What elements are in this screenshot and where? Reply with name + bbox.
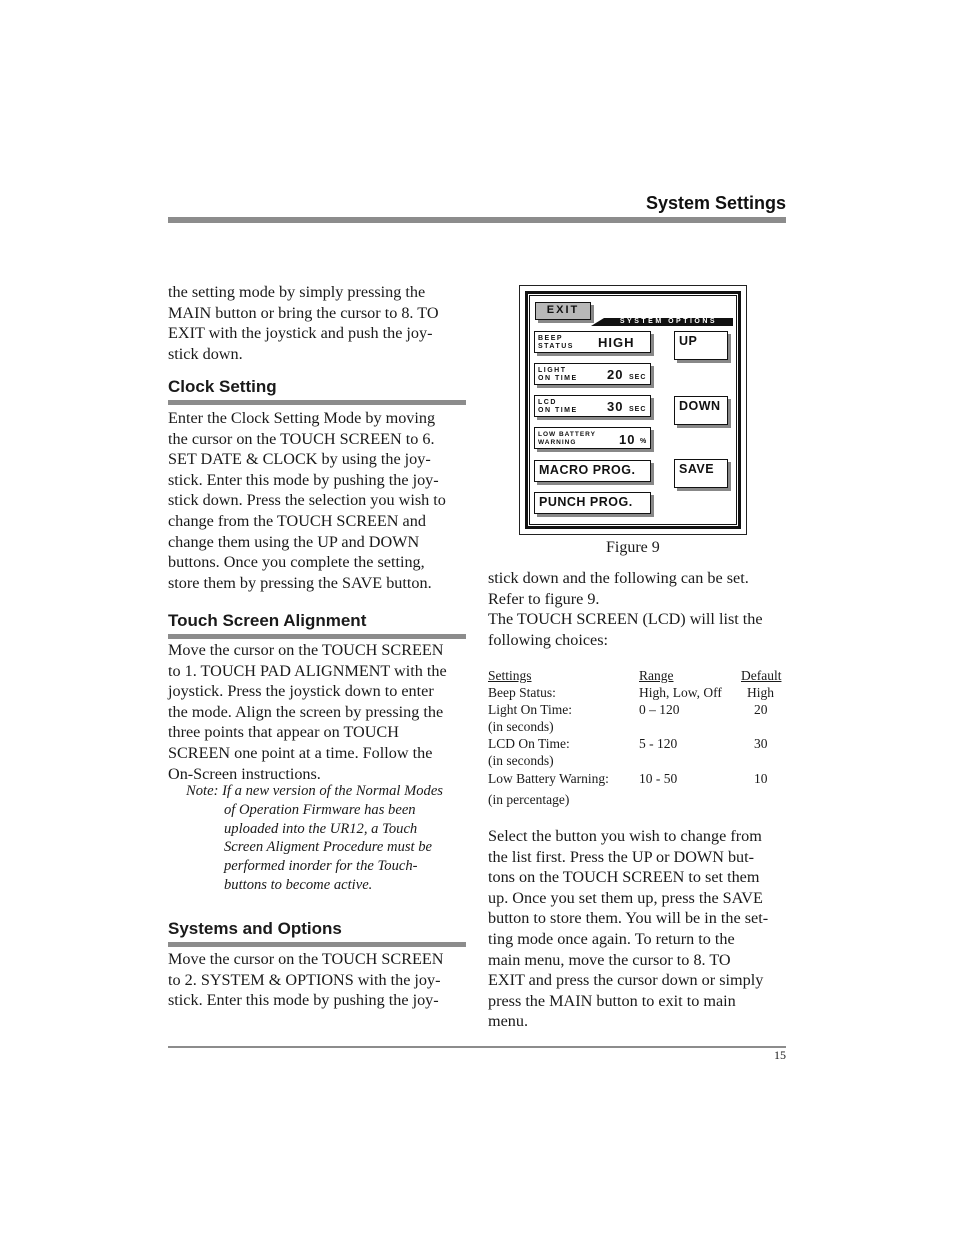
text-line: to 1. TOUCH PAD ALIGNMENT with the bbox=[168, 661, 447, 680]
table-cell-setting: Beep Status: bbox=[488, 685, 556, 700]
down-button[interactable]: DOWN bbox=[674, 396, 728, 425]
lcd-label-1: LCD bbox=[538, 399, 557, 406]
heading-rule bbox=[168, 634, 466, 639]
text-line: SET DATE & CLOCK by using the joy- bbox=[168, 450, 431, 469]
battery-value: 10 bbox=[619, 432, 636, 447]
intro-paragraph bbox=[168, 282, 466, 364]
page-number: 15 bbox=[774, 1048, 786, 1062]
battery-unit: % bbox=[640, 438, 648, 445]
text-line: Select the button you wish to change from bbox=[488, 827, 762, 845]
text-line: On-Screen instructions. bbox=[168, 764, 321, 783]
beep-label-1: BEEP bbox=[538, 335, 564, 342]
text-line: press the MAIN button to exit to main bbox=[488, 991, 736, 1010]
section-title: System Settings bbox=[645, 193, 786, 213]
table-header-range: Range bbox=[639, 668, 674, 683]
beep-value: HIGH bbox=[598, 335, 635, 350]
text-line: the list first. Press the UP or DOWN but- bbox=[488, 847, 755, 866]
table-cell-range: 0 – 120 bbox=[639, 702, 680, 717]
section-heading: Touch Screen Alignment bbox=[168, 611, 367, 630]
text-line: stick down and the following can be set. bbox=[488, 569, 749, 587]
text-line: EXIT and press the cursor down or simply bbox=[488, 971, 764, 990]
light-label-1: LIGHT bbox=[538, 367, 567, 374]
header-rule bbox=[168, 217, 786, 223]
text-line: SCREEN one point at a time. Follow the bbox=[168, 743, 433, 762]
section-heading: Clock Setting bbox=[168, 377, 277, 396]
light-unit: SEC bbox=[629, 374, 647, 381]
text-line: change them using the UP and DOWN bbox=[168, 532, 420, 551]
text-line: stick down. Press the selection you wish to bbox=[168, 491, 446, 510]
text-line: tons on the TOUCH SCREEN to set them bbox=[488, 868, 760, 887]
low-battery-warning-button[interactable] bbox=[534, 427, 651, 449]
note-line: buttons to become active. bbox=[224, 876, 373, 893]
table-cell-setting: (in seconds) bbox=[488, 753, 554, 768]
text-line: main menu, move the cursor to 8. TO bbox=[488, 950, 731, 969]
macro-prog-button[interactable]: MACRO PROG. bbox=[534, 460, 651, 482]
firmware-note bbox=[186, 782, 468, 895]
text-line: up. Once you set them up, press the SAVE bbox=[488, 888, 763, 907]
heading-rule bbox=[168, 942, 466, 947]
lcd-on-time-button[interactable] bbox=[534, 395, 651, 417]
figure-caption: Figure 9 bbox=[606, 539, 660, 556]
text-line: to 2. SYSTEM & OPTIONS with the joy- bbox=[168, 970, 441, 989]
text-line: store them by pressing the SAVE button. bbox=[168, 573, 432, 592]
text-line: The TOUCH SCREEN (LCD) will list the bbox=[488, 610, 763, 629]
text-line: EXIT with the joystick and push the joy- bbox=[168, 324, 433, 343]
table-cell-range: 10 - 50 bbox=[639, 771, 678, 786]
up-button[interactable]: UP bbox=[674, 331, 728, 360]
systems-options-section bbox=[168, 919, 466, 1011]
note-line: of Operation Firmware has been bbox=[224, 801, 416, 818]
text-line: following choices: bbox=[488, 630, 609, 649]
text-line: change from the TOUCH SCREEN and bbox=[168, 511, 426, 530]
text-line: MAIN button or bring the cursor to 8. TO bbox=[168, 303, 439, 322]
table-cell-range: 5 - 120 bbox=[639, 736, 678, 751]
clock-setting-section bbox=[168, 377, 466, 593]
text-line: stick. Enter this mode by pushing the joy- bbox=[168, 470, 439, 489]
right-closing-paragraph bbox=[488, 826, 788, 1032]
save-button[interactable]: SAVE bbox=[674, 459, 728, 488]
table-header-default: Default bbox=[741, 668, 782, 683]
text-line: three points that appear on TOUCH bbox=[168, 723, 399, 742]
table-cell-setting: LCD On Time: bbox=[488, 736, 570, 751]
lcd-label-2: ON TIME bbox=[538, 407, 578, 414]
section-heading: Systems and Options bbox=[168, 919, 342, 938]
table-cell-default: 30 bbox=[754, 736, 768, 751]
light-value: 20 bbox=[607, 367, 624, 382]
beep-status-button[interactable] bbox=[534, 331, 651, 353]
table-cell-range: High, Low, Off bbox=[639, 685, 722, 700]
text-line: the cursor on the TOUCH SCREEN to 6. bbox=[168, 429, 435, 448]
table-cell-setting: Low Battery Warning: bbox=[488, 771, 609, 786]
table-cell-default: High bbox=[747, 685, 774, 700]
table-cell-default: 20 bbox=[754, 702, 768, 717]
note-line: performed inorder for the Touch- bbox=[224, 858, 418, 875]
text-line: the mode. Align the screen by pressing the bbox=[168, 702, 444, 721]
note-line: Note: If a new version of the Normal Modes bbox=[186, 783, 443, 799]
text-line: the setting mode by simply pressing the bbox=[168, 283, 426, 301]
text-line: Move the cursor on the TOUCH SCREEN bbox=[168, 950, 444, 968]
table-cell-setting: (in percentage) bbox=[488, 792, 570, 807]
lcd-value: 30 bbox=[607, 399, 624, 414]
text-line: stick down. bbox=[168, 344, 243, 363]
settings-table bbox=[488, 667, 786, 812]
text-line: Enter the Clock Setting Mode by moving bbox=[168, 409, 436, 427]
text-line: ting mode once again. To return to the bbox=[488, 929, 735, 948]
table-cell-setting: Light On Time: bbox=[488, 702, 573, 717]
heading-rule bbox=[168, 400, 466, 405]
right-intro-paragraph bbox=[488, 568, 788, 650]
punch-prog-button[interactable]: PUNCH PROG. bbox=[534, 492, 651, 514]
text-line: button to store them. You will be in the set- bbox=[488, 909, 769, 928]
text-line: Refer to figure 9. bbox=[488, 589, 600, 608]
exit-button[interactable]: EXIT bbox=[535, 302, 591, 320]
touch-screen-alignment-section bbox=[168, 611, 466, 784]
note-line: uploaded into the UR12, a Touch bbox=[224, 820, 418, 837]
banner-slant bbox=[591, 318, 604, 326]
battery-label-1: LOW BATTERY bbox=[538, 431, 596, 438]
table-cell-default: 10 bbox=[754, 771, 768, 786]
footer-rule bbox=[168, 1046, 786, 1048]
light-on-time-button[interactable] bbox=[534, 363, 651, 385]
text-line: buttons. Once you complete the setting, bbox=[168, 553, 425, 572]
text-line: stick. Enter this mode by pushing the joy- bbox=[168, 991, 439, 1010]
text-line: Move the cursor on the TOUCH SCREEN bbox=[168, 641, 444, 659]
beep-label-2: STATUS bbox=[538, 343, 574, 350]
table-cell-setting: (in seconds) bbox=[488, 719, 554, 734]
light-label-2: ON TIME bbox=[538, 375, 578, 382]
lcd-unit: SEC bbox=[629, 406, 647, 413]
battery-label-2: WARNING bbox=[538, 439, 577, 446]
system-options-banner: SYSTEM OPTIONS bbox=[604, 318, 733, 326]
text-line: joystick. Press the joystick down to enter bbox=[168, 682, 434, 701]
table-header-settings: Settings bbox=[488, 668, 532, 683]
text-line: menu. bbox=[488, 1012, 529, 1031]
note-line: Screen Aligment Procedure must be bbox=[224, 839, 433, 856]
